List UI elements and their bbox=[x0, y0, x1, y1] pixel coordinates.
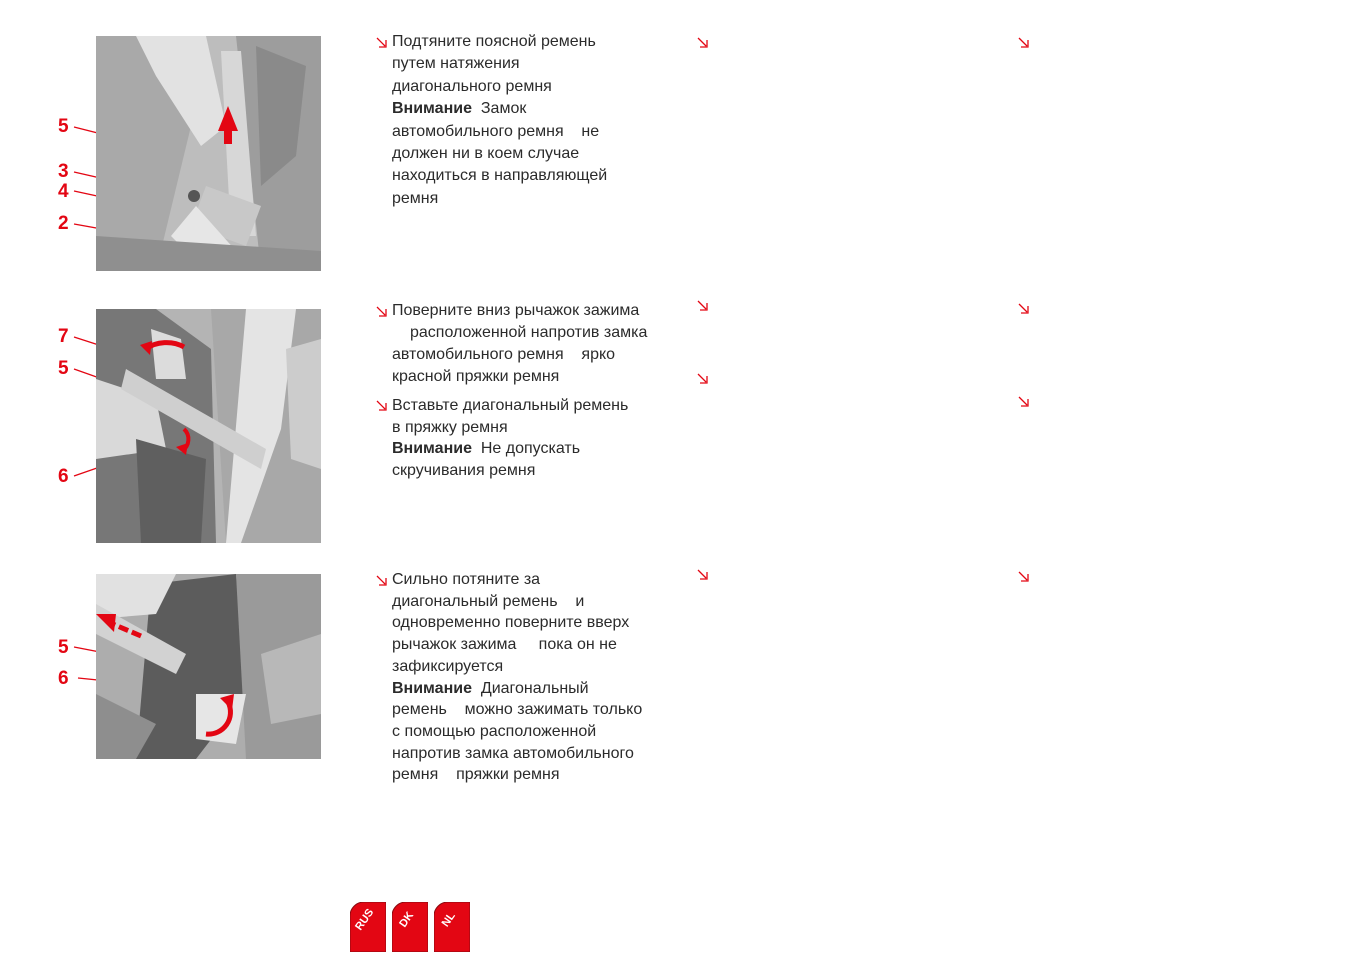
callout-number: 6 bbox=[58, 466, 69, 487]
warning-line: ремня bbox=[392, 189, 439, 207]
language-tab-nl[interactable] bbox=[434, 902, 470, 952]
red-arrow-down-right-icon bbox=[1017, 395, 1031, 409]
step-1-text bbox=[392, 31, 682, 210]
warning-label: Внимание bbox=[392, 679, 472, 697]
step-line: Подтяните поясной ремень bbox=[392, 33, 596, 50]
instruction-photo-3 bbox=[96, 574, 321, 759]
warning-line: должен ни в коем случае bbox=[392, 145, 580, 163]
red-arrow-down-right-icon bbox=[696, 36, 710, 50]
warning-label: Внимание bbox=[392, 440, 472, 457]
callout-number: 7 bbox=[58, 326, 69, 347]
red-arrow-down-right-icon bbox=[375, 305, 389, 319]
red-arrow-down-right-icon bbox=[696, 568, 710, 582]
step-line: автомобильного ремня ярко bbox=[392, 346, 616, 363]
step-line: диагональный ремень и bbox=[392, 592, 585, 610]
step-3-text bbox=[392, 395, 682, 481]
warning-line: ремня пряжки ремня bbox=[392, 766, 560, 784]
language-tab-label: NL bbox=[439, 910, 458, 930]
step-line: красной пряжки ремня bbox=[392, 368, 560, 385]
warning-label: Внимание bbox=[392, 100, 472, 118]
language-tab-label: RUS bbox=[353, 906, 377, 933]
callout-number: 4 bbox=[58, 181, 69, 202]
warning-line: напротив замка автомобильного bbox=[392, 744, 634, 762]
warning-line: ремень можно зажимать только bbox=[392, 701, 643, 719]
step-line: зафиксируется bbox=[392, 657, 504, 675]
step-line: Поверните вниз рычажок зажима bbox=[392, 302, 640, 319]
step-line: диагонального ремня bbox=[392, 77, 552, 95]
step-2-text bbox=[392, 300, 682, 388]
callout-number: 5 bbox=[58, 116, 69, 137]
red-arrow-down-right-icon bbox=[375, 36, 389, 50]
language-tab-rus[interactable] bbox=[350, 902, 386, 952]
warning-line bbox=[392, 98, 682, 120]
step-line: путем натяжения bbox=[392, 55, 520, 73]
step-line: рычажок зажима пока он не bbox=[392, 636, 617, 654]
warning-text: Диагональный bbox=[471, 679, 589, 697]
red-arrow-down-right-icon bbox=[1017, 302, 1031, 316]
step-4-text bbox=[392, 569, 682, 786]
red-arrow-down-right-icon bbox=[696, 372, 710, 386]
step-line: Вставьте диагональный ремень bbox=[392, 397, 629, 414]
red-arrow-down-right-icon bbox=[696, 299, 710, 313]
callout-number: 2 bbox=[58, 213, 69, 234]
instruction-photo-2 bbox=[96, 309, 321, 543]
callout-number: 5 bbox=[58, 358, 69, 379]
instruction-photo-1 bbox=[96, 36, 321, 271]
warning-line: скручивания ремня bbox=[392, 461, 536, 479]
callout-number: 3 bbox=[58, 161, 69, 182]
warning-line: находиться в направляющей bbox=[392, 167, 608, 185]
warning-text: Замок bbox=[471, 100, 527, 118]
red-arrow-down-right-icon bbox=[375, 399, 389, 413]
warning-text: Не допускать bbox=[471, 440, 581, 457]
red-arrow-down-right-icon bbox=[1017, 36, 1031, 50]
step-line: Сильно потяните за bbox=[392, 571, 541, 588]
red-arrow-down-right-icon bbox=[1017, 570, 1031, 584]
step-line: одновременно поверните вверх bbox=[392, 614, 630, 632]
warning-line bbox=[392, 678, 682, 700]
language-tab-dk[interactable] bbox=[392, 902, 428, 952]
warning-line: с помощью расположенной bbox=[392, 722, 597, 740]
red-arrow-down-right-icon bbox=[375, 574, 389, 588]
language-tabs bbox=[350, 902, 475, 954]
callout-number: 6 bbox=[58, 668, 69, 689]
warning-line bbox=[392, 438, 682, 460]
step-line: в пряжку ремня bbox=[392, 418, 508, 436]
callout-number: 5 bbox=[58, 637, 69, 658]
language-tab-label: DK bbox=[397, 909, 417, 930]
warning-line: автомобильного ремня не bbox=[392, 122, 600, 140]
step-line: расположенной напротив замка bbox=[410, 324, 648, 341]
